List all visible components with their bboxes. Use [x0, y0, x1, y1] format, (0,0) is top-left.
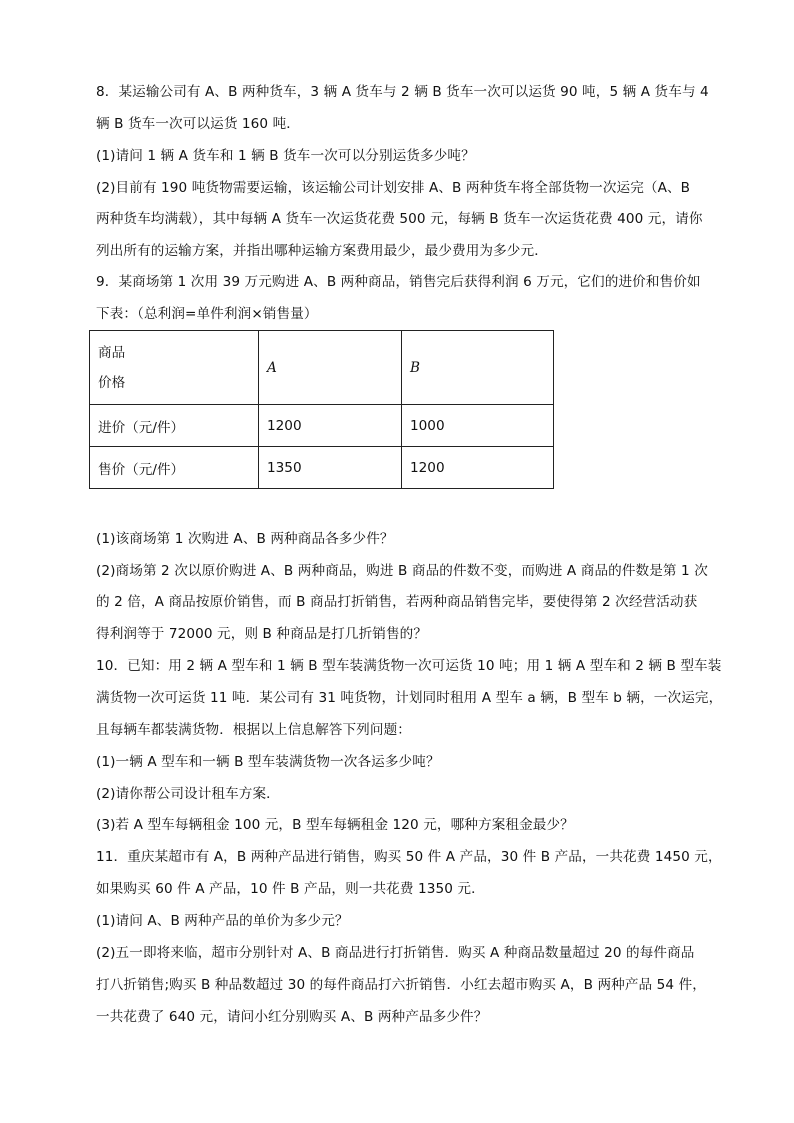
q8-part-1: (1)请问 1 辆 A 货车和 1 辆 B 货车一次可以分别运货多少吨？ — [96, 148, 475, 164]
q9-part-2-line-2: 的 2 倍，A 商品按原价销售，而 B 商品打折销售，若两种商品销售完毕，要使得第 2 次经营活动获 — [96, 594, 698, 610]
q8-line-2: 辆 B 货车一次可以运货 160 吨． — [96, 116, 300, 132]
q9-part-2-line-1: (2)商场第 2 次以原价购进 A、B 两种商品，购进 B 商品的件数不变，而购进 A 商品的件数是第 1 次 — [96, 563, 708, 579]
q11-part-2-line-2: 打八折销售;购买 B 种品数超过 30 的每件商品打六折销售．小红去超市购买 A，B 两种产品 54 件， — [96, 977, 706, 993]
table-col-b-header: B — [402, 331, 554, 405]
q11-line-1: 11．重庆某超市有 A，B 两种产品进行销售，购买 50 件 A 产品，30 件 B 产品，一共花费 1450 元， — [96, 849, 722, 865]
cell-value: 1200 — [402, 447, 554, 489]
q10-part-2: (2)请你帮公司设计租车方案． — [96, 786, 280, 802]
q10-part-3: (3)若 A 型车每辆租金 100 元，B 型车每辆租金 120 元，哪种方案租金最少？ — [96, 817, 574, 833]
price-table — [89, 330, 554, 489]
q9-part-1: (1)该商场第 1 次购进 A、B 两种商品各多少件？ — [96, 531, 394, 547]
q9-line-1: 9．某商场第 1 次用 39 万元购进 A、B 两种商品，销售完后获得利润 6 万元，它们的进价和售价如 — [96, 274, 701, 290]
q8-line-1: 8．某运输公司有 A、B 两种货车，3 辆 A 货车与 2 辆 B 货车一次可以运货 90 吨，5 辆 A 货车与 4 — [96, 84, 709, 100]
cell-value: 1200 — [259, 405, 402, 447]
q9-part-2-line-3: 得利润等于 72000 元，则 B 种商品是打几折销售的？ — [96, 626, 428, 642]
q11-part-2-line-1: (2)五一即将来临，超市分别针对 A、B 商品进行打折销售．购买 A 种商品数量超过 20 的每件商品 — [96, 945, 695, 961]
q11-line-2: 如果购买 60 件 A 产品，10 件 B 产品，则一共花费 1350 元． — [96, 881, 485, 897]
q10-line-2: 满货物一次可运货 11 吨．某公司有 31 吨货物，计划同时租用 A 型车 a 辆，B 型车 b 辆，一次运完， — [96, 690, 723, 706]
row-label: 进价（元/件） — [90, 405, 259, 447]
q10-line-1: 10．已知：用 2 辆 A 型车和 1 辆 B 型车装满货物一次可运货 10 吨；用 1 辆 A 型车和 2 辆 B 型车装 — [96, 658, 722, 674]
table-col-a-header: A — [259, 331, 402, 405]
row-label: 售价（元/件） — [90, 447, 259, 489]
q8-part-2-line-1: (2)目前有 190 吨货物需要运输，该运输公司计划安排 A、B 两种货车将全部货物一次运完（A、B — [96, 180, 691, 196]
q10-part-1: (1)一辆 A 型车和一辆 B 型车装满货物一次各运多少吨？ — [96, 754, 440, 770]
table-row — [90, 447, 554, 489]
q8-part-2-line-2: 两种货车均满载），其中每辆 A 货车一次运货花费 500 元，每辆 B 货车一次运货花费 400 元，请你 — [96, 211, 703, 227]
table-header-row — [90, 331, 554, 405]
q8-part-2-line-3: 列出所有的运输方案，并指出哪种运输方案费用最少，最少费用为多少元． — [96, 243, 548, 259]
header-price-label: 价格 — [98, 374, 126, 391]
q10-line-3: 且每辆车都装满货物．根据以上信息解答下列问题： — [96, 722, 411, 738]
q11-part-1: (1)请问 A、B 两种产品的单价为多少元？ — [96, 913, 349, 929]
cell-value: 1350 — [259, 447, 402, 489]
cell-value: 1000 — [402, 405, 554, 447]
q11-part-2-line-3: 一共花费了 640 元，请问小红分别购买 A、B 两种产品多少件？ — [96, 1009, 488, 1025]
q9-line-2: 下表：（总利润=单件利润×销售量） — [96, 306, 318, 322]
table-header-corner — [90, 331, 259, 405]
table-row — [90, 405, 554, 447]
header-goods-label: 商品 — [98, 344, 126, 361]
